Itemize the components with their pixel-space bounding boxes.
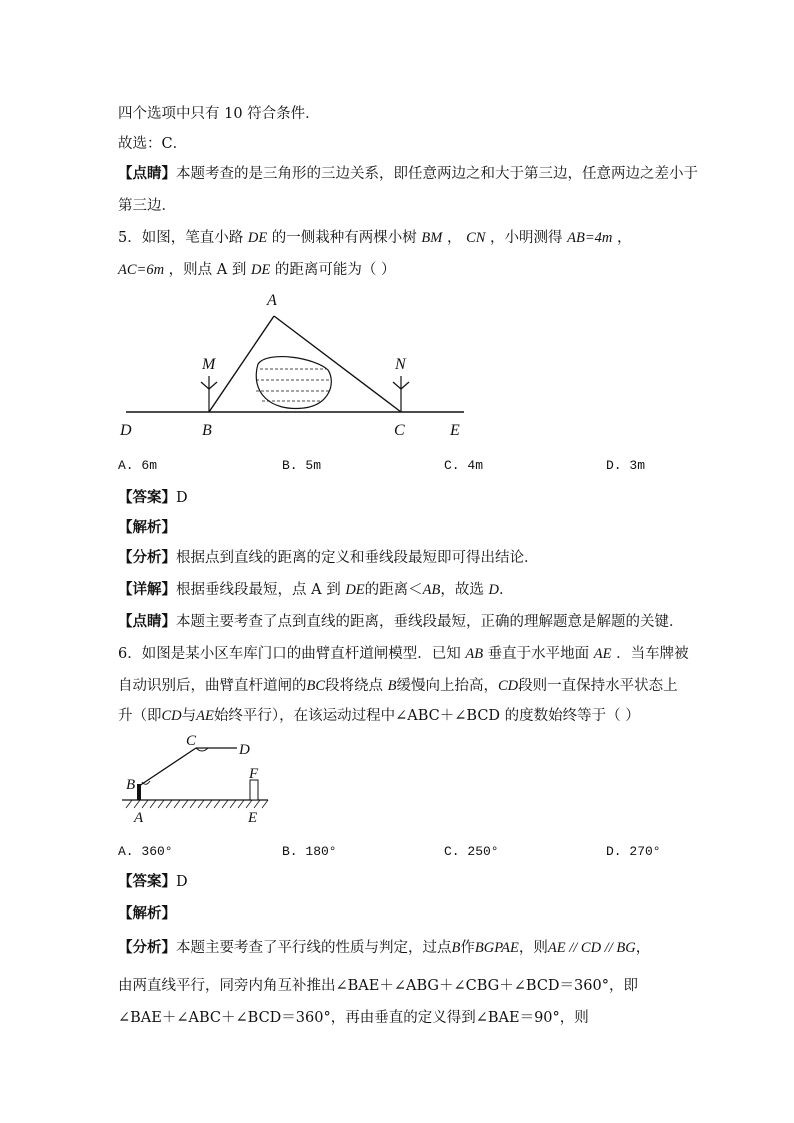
analysis-heading: 【解析】 (118, 905, 176, 922)
tag: 【详解】 (118, 581, 176, 598)
fig5-label-C: C (394, 422, 405, 439)
math-B: B (474, 646, 484, 662)
math-BG-parallel-AE: BGPAE (474, 940, 519, 956)
tag: 【分析】 (118, 939, 176, 956)
figure-6 (118, 734, 288, 828)
comment-text: 本题考查的是三角形的三边关系，即任意两边之和大于第三边，任意两边之差小于 (176, 166, 698, 182)
text: 段则一直保持水平状态上 (518, 678, 678, 694)
fig6-label-A: A (134, 810, 144, 826)
fenxi-line-3: ∠BAE＋∠ABC＋∠BCD＝360°，再由垂直的定义得到∠BAE＝90°，则 (118, 1010, 589, 1026)
text: 作 (460, 940, 475, 956)
text: 始终平行），在该运动过程中∠ABC＋∠BCD 的度数始终等于（ ） (213, 708, 640, 724)
math-AE: AE (196, 708, 214, 724)
fenxi-line (118, 548, 539, 568)
text: 的距离可能为（ ） (274, 262, 396, 278)
fig6-label-D: D (239, 742, 250, 758)
text: ．当车牌被 (616, 646, 689, 662)
math-DE: DE (345, 582, 365, 598)
fenxi-line-2: 由两直线平行，同旁内角互补推出∠BAE＋∠ABG＋∠CBG＋∠BCD＝360°，即 (118, 978, 638, 994)
tag: 【答案】 (118, 873, 176, 890)
fig5-label-M: M (202, 356, 216, 373)
math-A: A (465, 646, 475, 662)
option-d: D. 3m (606, 458, 646, 473)
tag: 【点睛】 (118, 613, 176, 630)
text: ， (446, 230, 462, 246)
fig5-label-A: A (267, 292, 277, 309)
fig6-label-F: F (249, 766, 259, 782)
option-a: A. 360° (118, 844, 173, 859)
option-c: C. 250° (444, 844, 499, 859)
math-AC6: AC=6m (118, 262, 165, 278)
comment-line (118, 612, 684, 632)
math-B: B (451, 940, 461, 956)
math-B: B (387, 678, 397, 694)
option-c: C. 4m (444, 458, 484, 473)
math-CN: CN (466, 230, 486, 246)
math-DE: DE (247, 230, 268, 246)
answer-value: D (176, 874, 188, 890)
fig6-label-C: C (186, 734, 197, 749)
math-parallel-chain: AE // CD // BG (547, 940, 636, 956)
text: 自动识别后，曲臂直杆道闸的 (118, 678, 307, 694)
text: 升（即 (118, 708, 162, 724)
text: ，小明测得 (490, 230, 563, 246)
option-b: B. 180° (282, 844, 337, 859)
math-DE: DE (250, 262, 271, 278)
option-a: A. 6m (118, 458, 158, 473)
comment-line (118, 164, 698, 184)
fenxi-line (118, 938, 650, 958)
math-CD: CD (498, 678, 519, 694)
answer-value: D (176, 490, 188, 506)
text: ， (616, 230, 632, 246)
figure-5 (118, 288, 478, 446)
text-line: 四个选项中只有 10 符合条件． (118, 106, 320, 122)
text: 5．如图，笔直小路 (118, 230, 244, 246)
fig6-label-B: B (126, 777, 136, 793)
question-6-line-1 (118, 644, 689, 664)
math-BC: BC (306, 678, 326, 694)
math-CD: CD (161, 708, 182, 724)
math-D: D (488, 582, 499, 598)
text: 根据点到直线的距离的定义和垂线段最短即可得出结论． (176, 550, 539, 566)
text: 缓慢向上抬高， (396, 678, 498, 694)
text: 垂直于水平地面 (487, 646, 590, 662)
text: ，则 (518, 940, 548, 956)
text: ， (635, 940, 651, 956)
text: 的一侧栽种有两棵小树 (271, 230, 417, 246)
math-AB4: AB=4m (567, 230, 613, 246)
text: 段将绕点 (325, 678, 384, 694)
text: 根据垂线段最短，点 A 到 (176, 582, 341, 598)
question-5-line-2 (118, 260, 396, 280)
question-6-line-2 (118, 676, 678, 696)
fig5-label-N: N (395, 356, 406, 373)
fig6-label-E: E (248, 810, 258, 826)
text: ，则点 A 到 (168, 262, 247, 278)
fig5-label-B: B (202, 422, 212, 439)
text: 本题主要考查了平行线的性质与判定，过点 (176, 940, 452, 956)
fig5-label-E: E (450, 422, 460, 439)
xiangjie-line: 【详解】根据垂线段最短，点 A 到 DE的距离＜AB，故选 D． (118, 581, 514, 598)
tag: 【分析】 (118, 549, 176, 566)
math-BM: BM (421, 230, 443, 246)
question-5-line-1 (118, 228, 631, 248)
answer-line (118, 488, 188, 508)
fig5-label-D: D (120, 422, 132, 439)
math-AB: AB (422, 582, 441, 598)
tag: 【答案】 (118, 489, 176, 506)
text: 与 (181, 708, 197, 724)
answer-line (118, 872, 188, 892)
less-than: ＜ (408, 582, 423, 598)
text: 6．如图是某小区车库门口的曲臂直杆道闸模型．已知 (118, 646, 461, 662)
math-AE: AE (593, 646, 612, 662)
text-line: 故选：C． (118, 136, 188, 152)
option-d: D. 270° (606, 844, 661, 859)
text: 本题主要考查了点到直线的距离，垂线段最短，正确的理解题意是解题的关键． (176, 614, 684, 630)
tag: 【点睛】 (118, 165, 176, 182)
question-6-line-3 (118, 706, 640, 726)
text: ，故选 (440, 582, 484, 598)
option-b: B. 5m (282, 458, 322, 473)
analysis-heading: 【解析】 (118, 519, 176, 536)
text-line: 第三边． (118, 198, 176, 214)
text: 的距离 (364, 582, 409, 598)
